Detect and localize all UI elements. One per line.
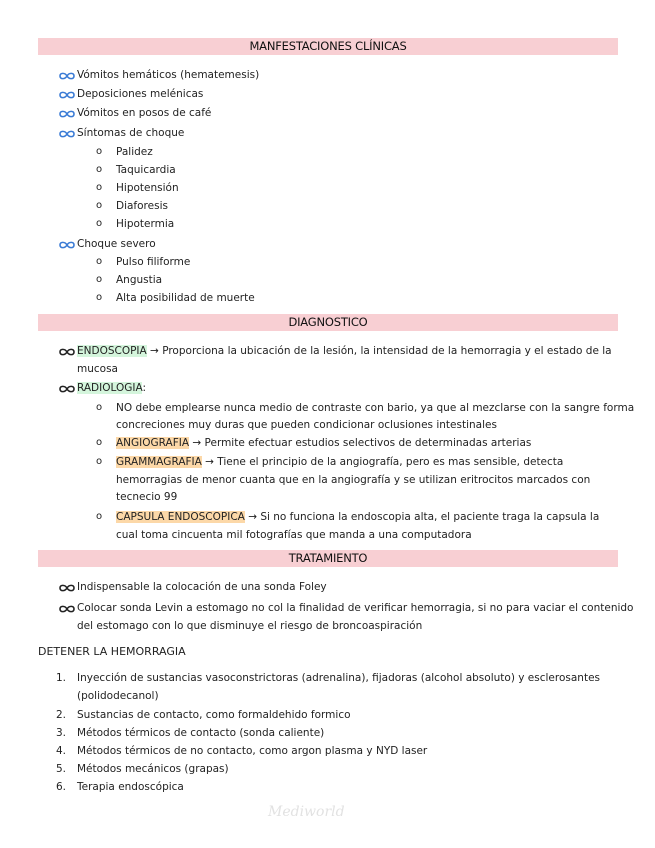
- infinity-icon: [58, 128, 76, 140]
- list-item: Choque severo: [77, 238, 156, 250]
- circle-bullet-icon: o: [96, 256, 103, 267]
- subsection-title: DETENER LA HEMORRAGIA: [38, 645, 186, 658]
- list-item: Palidez: [116, 146, 153, 158]
- list-item: Indispensable la colocación de una sonda Foley: [77, 581, 327, 593]
- highlight-term: ANGIOGRAFIA: [116, 437, 190, 449]
- infinity-icon: [58, 383, 76, 395]
- text: :: [142, 382, 147, 394]
- paragraph-line: NO debe emplearse nunca medio de contraste con bario, ya que al mezclarse con la sangre forma: [116, 402, 635, 414]
- highlight-term: CAPSULA ENDOSCOPICA: [116, 511, 245, 523]
- circle-bullet-icon: o: [96, 511, 103, 522]
- paragraph-line: Colocar sonda Levin a estomago no col la finalidad de verificar hemorragia, si no para vaciar el contenido: [77, 602, 634, 614]
- infinity-icon: [58, 239, 76, 251]
- circle-bullet-icon: o: [96, 437, 103, 448]
- circle-bullet-icon: o: [96, 182, 103, 193]
- highlight-term: ENDOSCOPIA: [77, 345, 147, 357]
- infinity-icon: [58, 346, 76, 358]
- list-item: Pulso filiforme: [116, 256, 191, 268]
- paragraph-line: mucosa: [77, 363, 118, 375]
- watermark: Mediworld: [268, 804, 345, 820]
- paragraph-line: [77, 381, 146, 395]
- circle-bullet-icon: o: [96, 402, 103, 413]
- paragraph-line: [116, 455, 563, 469]
- highlight-term: RADIOLOGIA: [77, 382, 143, 394]
- paragraph-line: [77, 344, 612, 358]
- list-item: Angustia: [116, 274, 163, 286]
- circle-bullet-icon: o: [96, 218, 103, 229]
- list-item: Taquicardia: [116, 164, 176, 176]
- paragraph-line: tecnecio 99: [116, 491, 178, 503]
- section-header-diagnostico: [38, 314, 618, 331]
- paragraph-line: del estomago con lo que disminuye el riesgo de broncoaspiración: [77, 620, 423, 632]
- list-number: 6.: [55, 781, 66, 793]
- paragraph-line: [116, 436, 531, 450]
- text: → Tiene el principio de la angiografía, pero es mas sensible, detecta: [201, 456, 564, 468]
- circle-bullet-icon: o: [96, 200, 103, 211]
- list-item: Vómitos en posos de café: [77, 107, 212, 119]
- list-item: Hipotensión: [116, 182, 179, 194]
- paragraph-line: [116, 510, 599, 524]
- section-title: TRATAMIENTO: [288, 551, 368, 565]
- list-item: Sustancias de contacto, como formaldehido formico: [77, 709, 351, 721]
- paragraph-line: cual toma cincuenta mil fotografías que manda a una computadora: [116, 529, 472, 541]
- list-item: Deposiciones melénicas: [77, 88, 204, 100]
- circle-bullet-icon: o: [96, 292, 103, 303]
- paragraph-line: concreciones muy duras que pueden condicionar oclusiones intestinales: [116, 419, 497, 431]
- circle-bullet-icon: o: [96, 274, 103, 285]
- text: → Proporciona la ubicación de la lesión, la intensidad de la hemorragia y el estado de la: [146, 345, 612, 357]
- infinity-icon: [58, 108, 76, 120]
- list-item: Vómitos hemáticos (hematemesis): [77, 69, 260, 81]
- paragraph-line: hemorragias de menor cuanta que en la angiografía y se utilizan eritrocitos marcados con: [116, 474, 591, 486]
- infinity-icon: [58, 582, 76, 594]
- list-item: Síntomas de choque: [77, 127, 185, 139]
- paragraph-line: (polidodecanol): [77, 690, 159, 702]
- section-header-tratamiento: [38, 550, 618, 567]
- infinity-icon: [58, 89, 76, 101]
- section-header-manifestaciones: [38, 38, 618, 55]
- circle-bullet-icon: o: [96, 164, 103, 175]
- list-item: Terapia endoscópica: [77, 781, 184, 793]
- text: → Si no funciona la endoscopia alta, el paciente traga la capsula la: [244, 511, 600, 523]
- list-item: Alta posibilidad de muerte: [116, 292, 255, 304]
- list-number: 1.: [55, 672, 66, 684]
- infinity-icon: [58, 603, 76, 615]
- circle-bullet-icon: o: [96, 456, 103, 467]
- section-title: MANFESTACIONES CLÍNICAS: [249, 39, 407, 53]
- list-item: Métodos mecánicos (grapas): [77, 763, 229, 775]
- list-item: Diaforesis: [116, 200, 168, 212]
- list-number: 4.: [55, 745, 66, 757]
- list-number: 3.: [55, 727, 66, 739]
- infinity-icon: [58, 70, 76, 82]
- circle-bullet-icon: o: [96, 146, 103, 157]
- highlight-term: GRAMMAGRAFIA: [116, 456, 202, 468]
- list-item: Métodos térmicos de contacto (sonda caliente): [77, 727, 325, 739]
- list-number: 5.: [55, 763, 66, 775]
- section-title: DIAGNOSTICO: [288, 315, 368, 329]
- text: → Permite efectuar estudios selectivos de determinadas arterias: [189, 437, 532, 449]
- list-item: Métodos térmicos de no contacto, como argon plasma y NYD laser: [77, 745, 428, 757]
- list-number: 2.: [55, 709, 66, 721]
- list-item: Hipotermia: [116, 218, 175, 230]
- paragraph-line: Inyección de sustancias vasoconstrictoras (adrenalina), fijadoras (alcohol absoluto) y esclerosantes: [77, 672, 601, 684]
